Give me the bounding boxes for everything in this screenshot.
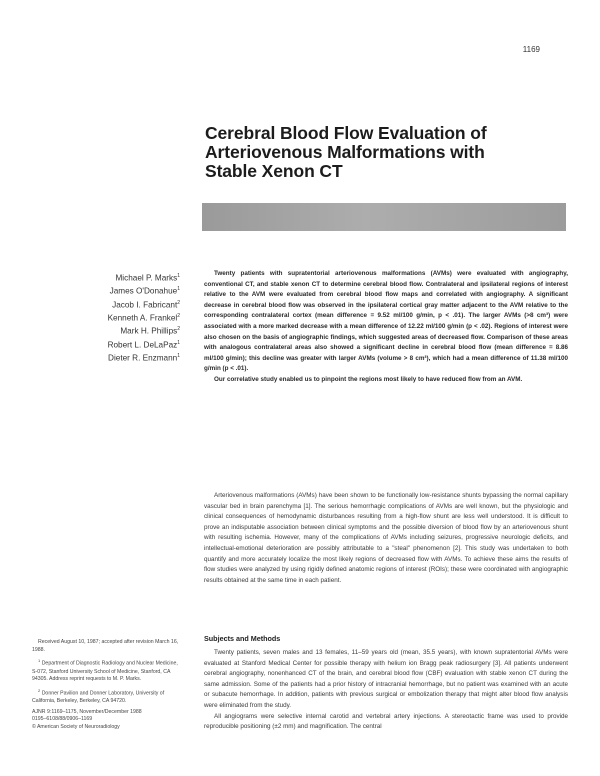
abstract — [204, 269, 568, 386]
publication-info: © American Society of Neuroradiology — [32, 723, 120, 730]
abstract-paragraph: Twenty patients with supratentorial arteriovenous malformations (AVMs) were evaluated with angiography, conventional CT, and stable xenon CT to determine cerebral blood flow. Contralateral and ipsilateral regions of interest relative to the AVM were evaluated from cerebral blood flow maps and correlated with angiography. A significant decrease in cerebral blood flow was observed in the ipsilateral cortical gray matter adjacent to the AVM relative to the corresponding contralateral cortex (mean difference = 9.52 ml/100 g/min, p < .01). The larger AVMs (>8 cm³) were associated with a more marked decrease with a mean difference of 12.22 ml/100 g/min (p < .02). Regions of interest were also chosen on the basis of angiographic findings, which suggested areas of decreased flow. Comparison of these areas with analogous contralateral areas also showed a significant decline in cerebral blood flow (mean difference = 8.86 ml/100 g/min); this decline was greater with larger AVMs (volume > 8 cm³), which had a mean difference of 11.38 ml/100 g/min (p < .01). — [204, 270, 568, 373]
introduction — [204, 491, 568, 586]
author: Kenneth A. Frankel$^2$ — [107, 312, 180, 323]
methods-paragraph: All angiograms were selective internal carotid and vertebral artery injections. A stereotactic frame was used to provide reproducible positioning (±2 mm) and magnification. The central — [204, 712, 568, 731]
title-line: Arteriovenous Malformations with — [205, 142, 485, 162]
author: Jacob I. Fabricant$^2$ — [112, 299, 180, 310]
publication-info: 0195–6108/88/0906–1169 — [32, 716, 93, 723]
decorative-gray-band — [202, 203, 566, 231]
affiliation-note: $^2$ Donner Pavilion and Donner Laboratory, University of California, Berkeley, Berkeley, CA 94720. — [32, 687, 165, 705]
section-heading: Subjects and Methods — [204, 634, 281, 643]
author: Michael P. Marks$^1$ — [115, 273, 180, 283]
author-list — [108, 271, 180, 364]
author: Robert L. DeLaPaz$^1$ — [107, 339, 180, 350]
methods-section — [204, 648, 568, 733]
article-title — [205, 124, 565, 181]
page-number: 1169 — [522, 45, 540, 54]
author: Dieter R. Enzmann$^1$ — [108, 352, 180, 363]
received-note: Received August 10, 1987; accepted after revision March 16, 1988. — [32, 639, 179, 653]
publication-info: AJNR 9:1169–1175, November/December 1988 — [32, 708, 142, 715]
abstract-paragraph: Our correlative study enabled us to pinpoint the regions most likely to have reduced flow from an AVM. — [214, 375, 523, 383]
author: James O'Donahue$^1$ — [109, 286, 180, 297]
intro-paragraph: Arteriovenous malformations (AVMs) have been shown to be functionally low-resistance shunts bypassing the normal capillary vascular bed in brain parenchyma [1]. The serious hemorrhagic complications of AVMs are well known, but the physiologic and clinical consequences of hemodynamic disturbances resulting from a high-flow shunt are less well understood. It is difficult to prove an indisputable association between clinical symptoms and the possible diversion of blood flow by an arteriovenous shunt with resulting ischemia. However, many of the complications of AVMs including seizures, progressive neurologic deficits, and intellectual-emotional deterioration are possibly attributable to a "steal" phenomenon [2]. This study was undertaken to both quantify and more accurately localize the most likely regions of decreased flow with AVMs. To achieve these aims the results of flow studies were analyzed by using rigidly defined anatomic regions of interest (ROIs); these were coordinated with angiographic results obtained at the same time in each patient. — [204, 492, 568, 584]
title-line: Stable Xenon CT — [205, 161, 343, 181]
methods-paragraph: Twenty patients, seven males and 13 females, 11–59 years old (mean, 35.5 years), with known supratentorial AVMs were evaluated at Stanford Medical Center for possible therapy with helium ion Bragg peak radiosurgery [3]. All patients underwent cerebral angiography, nonenhanced CT of the brain, and cerebral blood flow (CBF) evaluation with stable xenon CT during the same admission. Some of the patients had a prior history of intracranial hemorrhage, but no patient was examined with an acute or subacute hemorrhage. In addition, patients with previous surgical or embolization therapy that might alter blood flow analysis were eliminated from the study. — [204, 649, 568, 709]
affiliation-note: $^1$ Department of Diagnostic Radiology and Nuclear Medicine, S-072, Stanford University School of Medicine, Stanford, CA 94305. Address reprint requests to M. P. Marks. — [32, 658, 178, 683]
author: Mark H. Phillips$^2$ — [120, 326, 180, 337]
footnotes — [32, 639, 182, 731]
title-line: Cerebral Blood Flow Evaluation of — [205, 123, 487, 143]
